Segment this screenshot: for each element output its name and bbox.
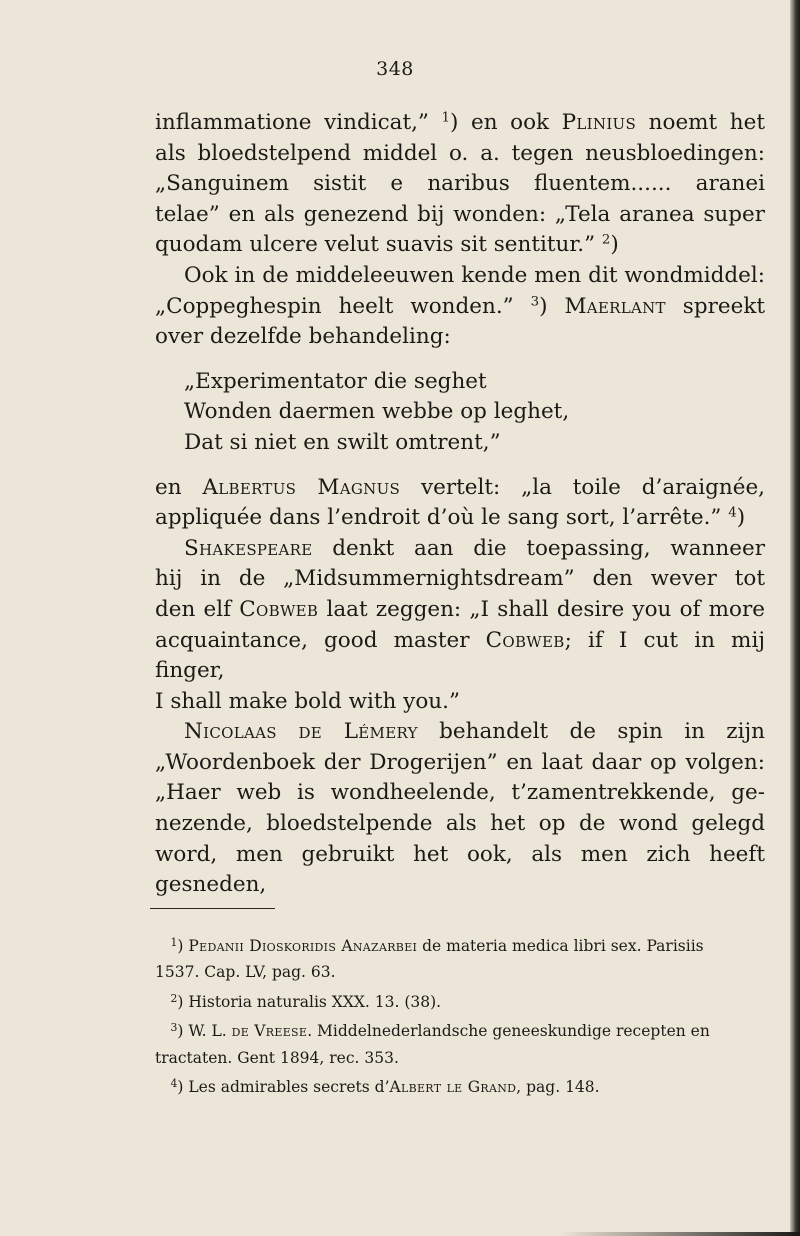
verse-quote <box>184 367 765 459</box>
paragraph-5-line-4: nezende, bloedstelpende als het op de wond gelegd <box>155 811 765 837</box>
paragraph-2-line-1: Ook in de middeleeuwen kende men dit wondmiddel: <box>184 262 765 288</box>
paragraph-4-line-5: I shall make bold with you.” <box>155 688 460 714</box>
verse-line-3: Dat si niet en swilt omtrent,” <box>184 429 501 455</box>
text-run: en <box>155 474 203 500</box>
text-run: appliquée dans l’endroit d’où le sang sort, l’arrête.” <box>155 505 729 531</box>
footnote-mark: 2 <box>170 991 178 1005</box>
character-name: Cobweb <box>239 596 319 622</box>
paragraph-1-line-3: „Sanguinem sistit e naribus fluentem...... aranei <box>155 171 765 197</box>
author-name: de Vreese <box>231 1022 308 1041</box>
text-run: ) <box>539 293 565 319</box>
footnote-mark: 1 <box>170 936 178 949</box>
footnote-mark: 3 <box>170 1021 178 1035</box>
author-name: Albertus Magnus <box>202 474 401 500</box>
footnote-ref-2: 2 <box>601 233 611 249</box>
text-run: Historia naturalis XXX. 13. (38). <box>188 992 442 1011</box>
paragraph-2-line-3: over dezelfde behandeling: <box>155 324 451 350</box>
paragraph-3-line-1 <box>155 473 765 504</box>
text-run: ) <box>736 505 746 531</box>
text-run: „Coppeghespin heelt wonden.” <box>155 293 531 319</box>
footnote-1: $^1$) Pedanii Dioskoridis Anazarbei de materia medica libri sex. Parisiis <box>170 936 704 955</box>
paragraph-4-line-1 <box>155 534 765 565</box>
paragraph-1-line-1 <box>155 108 765 139</box>
footnotes <box>155 930 765 1101</box>
footnote-2: $^2$) Historia naturalis XXX. 13. (38). <box>170 991 442 1011</box>
footnote-divider <box>150 908 275 909</box>
text-run: ) en ook <box>450 110 562 135</box>
paragraph-5-line-2: „Woordenboek der Drogerijen” en laat daar op volgen: <box>155 749 765 775</box>
footnote-3: $^3$) W. L. de Vreese. Middelnederlandsche geneeskundige recepten en <box>170 1021 710 1041</box>
text-run: ) <box>610 232 619 258</box>
paragraph-2-line-2 <box>155 292 765 323</box>
page-edge-shadow <box>790 0 800 1236</box>
character-name: Cobweb <box>485 627 565 653</box>
text-run: inflammatione vindicat,” <box>155 110 442 135</box>
footnote-ref-3: 3 <box>530 294 540 310</box>
paragraph-1-line-5 <box>155 230 765 261</box>
paragraph-4-line-3 <box>155 595 765 626</box>
text-run: quodam ulcere velut suavis sit sentitur.” <box>155 232 602 258</box>
paragraph-3-line-2 <box>155 503 765 534</box>
text-run: de materia medica libri sex. Parisiis <box>417 936 704 955</box>
text-run: acquaintance, good master <box>155 627 486 653</box>
text-run: noemt het <box>636 110 765 135</box>
footnote-ref-4: 4 <box>728 505 737 521</box>
page-bottom-shadow <box>560 1232 800 1236</box>
author-name: Plinius <box>561 110 637 135</box>
footnote-4: $^4$) Les admirables secrets d’Albert le Grand, pag. 148. <box>170 1077 600 1096</box>
text-run: den elf <box>155 596 240 622</box>
author-name: Pedanii Dioskoridis Anazarbei <box>188 936 418 955</box>
text-run: , pag. 148. <box>516 1078 600 1096</box>
text-run: W. L. <box>188 1022 232 1041</box>
footnote-3-cont: tractaten. Gent 1894, rec. 353. <box>155 1048 399 1067</box>
paragraph-1-line-4: telae” en als genezend bij wonden: „Tela aranea super <box>155 201 765 227</box>
author-name: Shakespeare <box>184 535 313 561</box>
text-run: laat zeggen: „I shall desire you of more <box>318 596 765 622</box>
text-run: spreekt <box>665 293 765 319</box>
text-run: denkt aan die toepassing, wanneer <box>312 535 765 561</box>
footnote-1-cont: 1537. Cap. LV, pag. 63. <box>155 963 336 982</box>
paragraph-5-line-3: „Haer web is wondheelende, t’zamentrekkende, ge- <box>155 780 765 806</box>
text-run: . Middelnederlandsche geneeskundige recepten en <box>307 1022 710 1041</box>
text-run: ; if I cut in mij finger, <box>155 627 765 684</box>
paragraph-4-line-4 <box>155 626 765 687</box>
text-run: behandelt de spin in zijn <box>417 719 765 745</box>
paragraph-1-line-2: als bloedstelpend middel o. a. tegen neusbloedingen: <box>155 140 765 166</box>
main-text <box>155 108 765 901</box>
author-name: Nicolaas de Lémery <box>184 719 418 745</box>
footnote-ref-1: 1 <box>441 110 450 126</box>
text-run: Les admirables secrets d’ <box>188 1078 390 1096</box>
verse-line-2: Wonden daermen webbe op leghet, <box>184 399 570 425</box>
paragraph-4-line-2: hij in de „Midsummernightsdream” den wever tot <box>155 566 765 592</box>
verse-line-1: „Experimentator die seghet <box>184 368 487 394</box>
author-name: Maerlant <box>564 293 666 319</box>
page-number: 348 <box>376 58 414 80</box>
paragraph-5-line-5: word, men gebruikt het ook, als men zich heeft gesneden, <box>155 841 765 898</box>
paragraph-5-line-1 <box>155 717 765 748</box>
text-run: vertelt: „la toile d’araignée, <box>400 474 765 500</box>
footnote-mark: 4 <box>170 1077 178 1091</box>
author-name: Albert le Grand <box>389 1078 517 1096</box>
